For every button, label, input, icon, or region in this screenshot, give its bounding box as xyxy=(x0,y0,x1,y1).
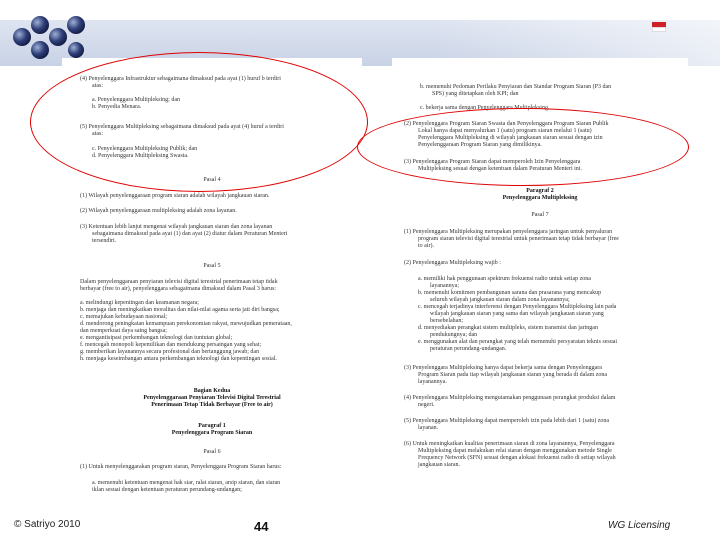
document-line: c. Penyelenggara Multipleksing Publik; dan xyxy=(92,146,198,152)
document-line: iklan sesuai dengan ketentuan peraturan perundang-undangan; xyxy=(92,487,242,493)
document-line: bersebelahan; xyxy=(430,318,463,324)
document-line: c. bekerja sama dengan Penyelenggara Multipleksing. xyxy=(420,105,550,111)
document-line: layanan. xyxy=(418,425,439,431)
page-number: 44 xyxy=(254,519,269,534)
document-line: Multipleksing sesuai dengan ketentuan dalam Peraturan Menteri ini. xyxy=(418,166,582,172)
document-line: Penyelenggaraan Program Siaran yang dimilikinya. xyxy=(418,142,542,148)
document-line: d. mendorong peningkatan kemampuan perekonomian rakyat, mewujudkan pemerataan, xyxy=(80,321,292,327)
annotation-ellipse-right xyxy=(357,108,689,186)
document-line: d. Penyelenggara Multipleksing Swasta. xyxy=(92,153,189,159)
document-line: (1) Wilayah penyelenggaraan program siaran adalah wilayah jangkauan siaran. xyxy=(80,193,270,199)
document-line: Multipleksing dapat melakukan relai siaran dengan menggunakan metode Single xyxy=(418,448,612,454)
document-line: Lokal hanya dapat menyalurkan 1 (satu) program siaran melalui 1 (satu) xyxy=(418,128,592,134)
document-line: Pasal 6 xyxy=(203,449,221,455)
header-banner xyxy=(0,0,720,66)
document-line: c. mencegah terjadinya interferensi dengan Penyelenggara Multipleksing lain pada xyxy=(418,304,617,310)
document-line: a. memiliki hak penggunaan spektrum frekuensi radio untuk setiap zona xyxy=(418,276,591,282)
document-line: dan memperkuat daya saing bangsa; xyxy=(80,328,167,334)
document-line: (3) Penyelenggara Multipleksing hanya dapat bekerja sama dengan Penyelenggara xyxy=(404,365,602,371)
document-line: peraturan perundang-undangan. xyxy=(430,346,507,352)
document-line: atas: xyxy=(92,131,103,137)
document-line: (2) Wilayah penyelenggaraan multipleksing adalah zona layanan. xyxy=(80,208,237,214)
document-line: Penyelenggara Multipleksing di wilayah jangkauan siaran sesuai dengan izin xyxy=(418,135,603,141)
document-line: (1) Penyelenggara Multipleksing merupakan penyelenggara jaringan untuk penyaluran xyxy=(404,229,613,235)
document-line: tersendiri. xyxy=(92,238,117,244)
document-line: Penerimaan Tetap Tidak Berbayar (Free to air) xyxy=(151,402,273,408)
document-line: b. memenuhi Pedoman Perilaku Penyiaran dan Standar Program Siaran (P3 dan xyxy=(420,84,612,90)
document-line: e. menggunakan alat dan perangkat yang telah memenuhi persyaratan teknis sesuai xyxy=(418,339,618,345)
document-line: pendukungnya; dan xyxy=(430,332,478,338)
document-line: (5) Penyelenggara Multipleksing sebagaimana dimaksud pada ayat (4) huruf a terdiri xyxy=(80,124,284,130)
document-line: Dalam penyelenggaraan penyiaran televisi digital terestrial penerimaan tetap tidak xyxy=(80,279,278,285)
document-line: Frequency Network (SFN) sesuai dengan alokasi frekuensi radio di setiap wilayah xyxy=(418,455,616,461)
document-line: Paragraf 1 xyxy=(198,423,226,429)
document-line: (2) Penyelenggara Program Siaran Swasta dan Penyelenggara Program Siaran Publik xyxy=(404,121,609,127)
document-line: a. melindungi kepentingan dan keamanan negara; xyxy=(80,300,199,306)
document-line: layanannya; xyxy=(430,283,459,289)
document-line: (2) Penyelenggara Multipleksing wajib : xyxy=(404,260,501,266)
document-line: b. Penyedia Menara. xyxy=(92,104,142,110)
copyright-text: © Satriyo 2010 xyxy=(14,519,81,530)
footer-divider xyxy=(0,513,720,514)
document-line: program siaran televisi digital terestrial untuk penerimaan tetap tidak berbayar (free xyxy=(418,236,619,242)
document-line: to air). xyxy=(418,243,434,249)
document-line: Paragraf 2 xyxy=(526,188,554,194)
document-line: Penyelenggara Multipleksing xyxy=(502,195,578,201)
document-line: b. menjaga dan meningkatkan moralitas dan nilai-nilai agama serta jati diri bangsa; xyxy=(80,307,280,313)
document-line: jangkauan siaran. xyxy=(418,462,460,468)
document-line: a. Penyelenggara Multipleksing; dan xyxy=(92,97,180,103)
document-line: (6) Untuk meningkatkan kualitas penerimaan siaran di zona layanannya, Penyelenggara xyxy=(404,441,615,447)
document-line: Pasal 4 xyxy=(203,177,221,183)
document-line: Bagian Kedua xyxy=(193,388,231,394)
document-line: atas: xyxy=(92,83,103,89)
document-line: e. mengantisipasi perkembangan teknologi dan tuntutan global; xyxy=(80,335,233,341)
document-line: Pasal 7 xyxy=(531,212,549,218)
document-line: g. memberikan layanannya secara profesional dan bertanggung jawab; dan xyxy=(80,349,260,355)
document-line: berbayar (free to air), penyelenggara sebagaimana dimaksud dalam Pasal 3 harus: xyxy=(80,286,277,292)
document-line: c. memajukan kebudayaan nasional; xyxy=(80,314,167,320)
document-line: Penyelenggaraan Penyiaran Televisi Digital Terestrial xyxy=(143,395,281,401)
document-line: f. mencegah monopoli kepemilikan dan mendukung persaingan yang sehat; xyxy=(80,342,262,348)
banner-gradient xyxy=(0,0,720,66)
document-line: wilayah jangkauan siaran yang sama dan wilayah jangkauan siaran yang xyxy=(430,311,604,317)
document-line: (3) Penyelenggara Program Siaran dapat memperoleh Izin Penyelenggara xyxy=(404,159,581,165)
document-line: SPS) yang ditetapkan oleh KPI; dan xyxy=(432,91,519,97)
document-line: layanannya. xyxy=(418,379,447,385)
document-line: (1) Untuk menyelenggarakan program siaran, Penyelenggara Program Siaran harus: xyxy=(80,464,282,470)
document-line: negeri. xyxy=(418,402,435,408)
document-line: d. menyediakan perangkat sistem multipleks, sistem transmisi dan jaringan xyxy=(418,325,598,331)
document-line: Pasal 5 xyxy=(203,263,221,269)
document-line: Penyelenggara Program Siaran xyxy=(171,430,253,436)
document-line: (4) Penyelenggara Multipleksing mengutamakan penggunaan perangkat produksi dalam xyxy=(404,395,616,401)
document-line: (3) Ketentuan lebih lanjut mengenai wilayah jangkauan siaran dan zona layanan xyxy=(80,224,273,230)
document-line: h. menjaga keseimbangan antara perkembangan teknologi dan kepentingan sosial. xyxy=(80,356,277,362)
document-line: (4) Penyelenggara Infrastruktur sebagaimana dimaksud pada ayat (1) huruf b terdiri xyxy=(80,76,281,82)
document-line: b. memenuhi komitmen pembangunan sarana dan prasarana yang mencakup xyxy=(418,290,602,296)
document-line: sebagaimana dimaksud pada ayat (1) dan ayat (2) diatur dalam Peraturan Menteri xyxy=(92,231,288,237)
document-line: Program Siaran pada tiap wilayah jangkauan siaran yang berada di dalam zona xyxy=(418,372,608,378)
annotation-ellipse-left xyxy=(30,52,368,192)
document-line: seluruh wilayah jangkauan siaran dalam zona layanannya; xyxy=(430,297,570,303)
document-line: a. memenuhi ketentuan mengenai hak siar, ralat siaran, arsip siaran, dan siaran xyxy=(92,480,281,486)
flag-icon xyxy=(652,22,666,32)
document-line: (5) Penyelenggara Multipleksing dapat memperoleh izin pada lebih dari 1 (satu) zona xyxy=(404,418,610,424)
footer-label: WG Licensing xyxy=(608,520,671,531)
